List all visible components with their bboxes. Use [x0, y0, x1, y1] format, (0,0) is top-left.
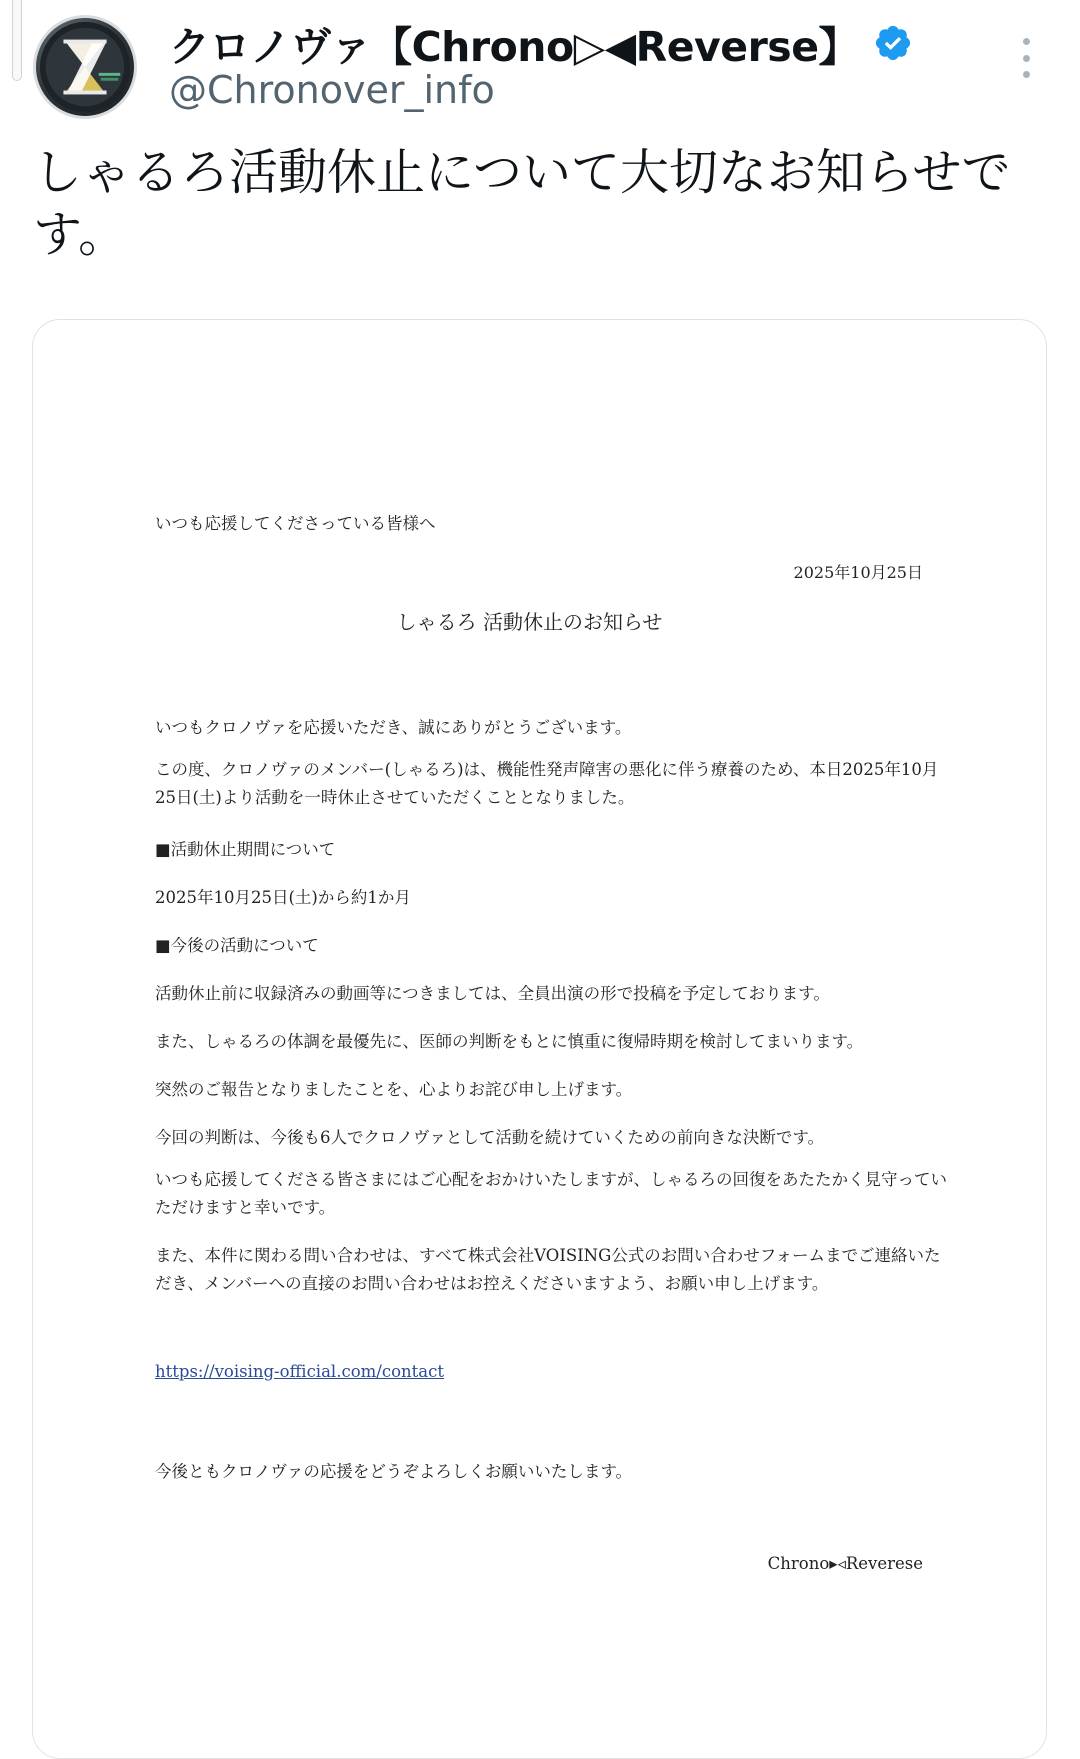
notice-document: [33, 320, 1046, 1758]
notice-signature: Chrono▸◃Reverese: [767, 1554, 923, 1573]
notice-paragraph-contact: また、本件に関わる問い合わせは、すべて株式会社VOISING公式のお問い合わせフォームまでご連絡いただき、メンバーへの直接のお問い合わせはお控えくださいますよう、お願い申し上げます。: [155, 1246, 941, 1293]
notice-closing: 今後ともクロノヴァの応援をどうぞよろしくお願いいたします。: [155, 1462, 633, 1481]
verified-badge-icon: [873, 23, 913, 63]
notice-period: 2025年10月25日(土)から約1か月: [155, 888, 411, 907]
notice-paragraph-thanks: いつもクロノヴァを応援いただき、誠にありがとうございます。: [155, 718, 632, 737]
author-handle[interactable]: @Chronover_info: [169, 68, 495, 112]
notice-date: 2025年10月25日: [793, 563, 923, 582]
notice-paragraph-return: また、しゃるろの体調を最優先に、医師の判断をもとに慎重に復帰時期を検討してまいります。: [155, 1032, 864, 1051]
notice-paragraph-decision: 今回の判断は、今後も6人でクロノヴァとして活動を続けていくための前向きな決断です。: [155, 1128, 825, 1147]
author-name-row[interactable]: [169, 12, 913, 74]
notice-heading-future: ■今後の活動について: [155, 936, 319, 955]
notice-heading-period: ■活動休止期間について: [155, 840, 336, 859]
scroll-edge: [12, 0, 22, 81]
notice-contact-link[interactable]: https://voising-official.com/contact: [155, 1362, 444, 1381]
display-name[interactable]: クロノヴァ【Chrono▷◀Reverse】: [169, 22, 860, 71]
hourglass-logo-icon: [36, 18, 134, 116]
avatar[interactable]: [33, 15, 137, 119]
notice-paragraph-apology: 突然のご報告となりましたことを、心よりお詫び申し上げます。: [155, 1080, 633, 1099]
attached-image[interactable]: [32, 319, 1047, 1759]
tweet-text: しゃるろ活動休止について大切なお知らせです。: [33, 144, 1011, 263]
notice-paragraph-videos: 活動休止前に収録済みの動画等につきましては、全員出演の形で投稿を予定しております。: [155, 984, 830, 1003]
notice-paragraph-support: いつも応援してくださる皆さまにはご心配をおかけいたしますが、しゃるろの回復をあたたかく見守っていただけますと幸いです。: [155, 1170, 947, 1217]
notice-greeting: いつも応援してくださっている皆様へ: [155, 514, 436, 533]
more-vertical-icon[interactable]: [1020, 38, 1032, 78]
notice-title: しゃるろ 活動休止のお知らせ: [396, 610, 663, 634]
notice-paragraph-announcement: この度、クロノヴァのメンバー(しゃるろ)は、機能性発声障害の悪化に伴う療養のため、本日2025年10月25日(土)より活動を一時休止させていただくこととなりました。: [155, 760, 939, 807]
